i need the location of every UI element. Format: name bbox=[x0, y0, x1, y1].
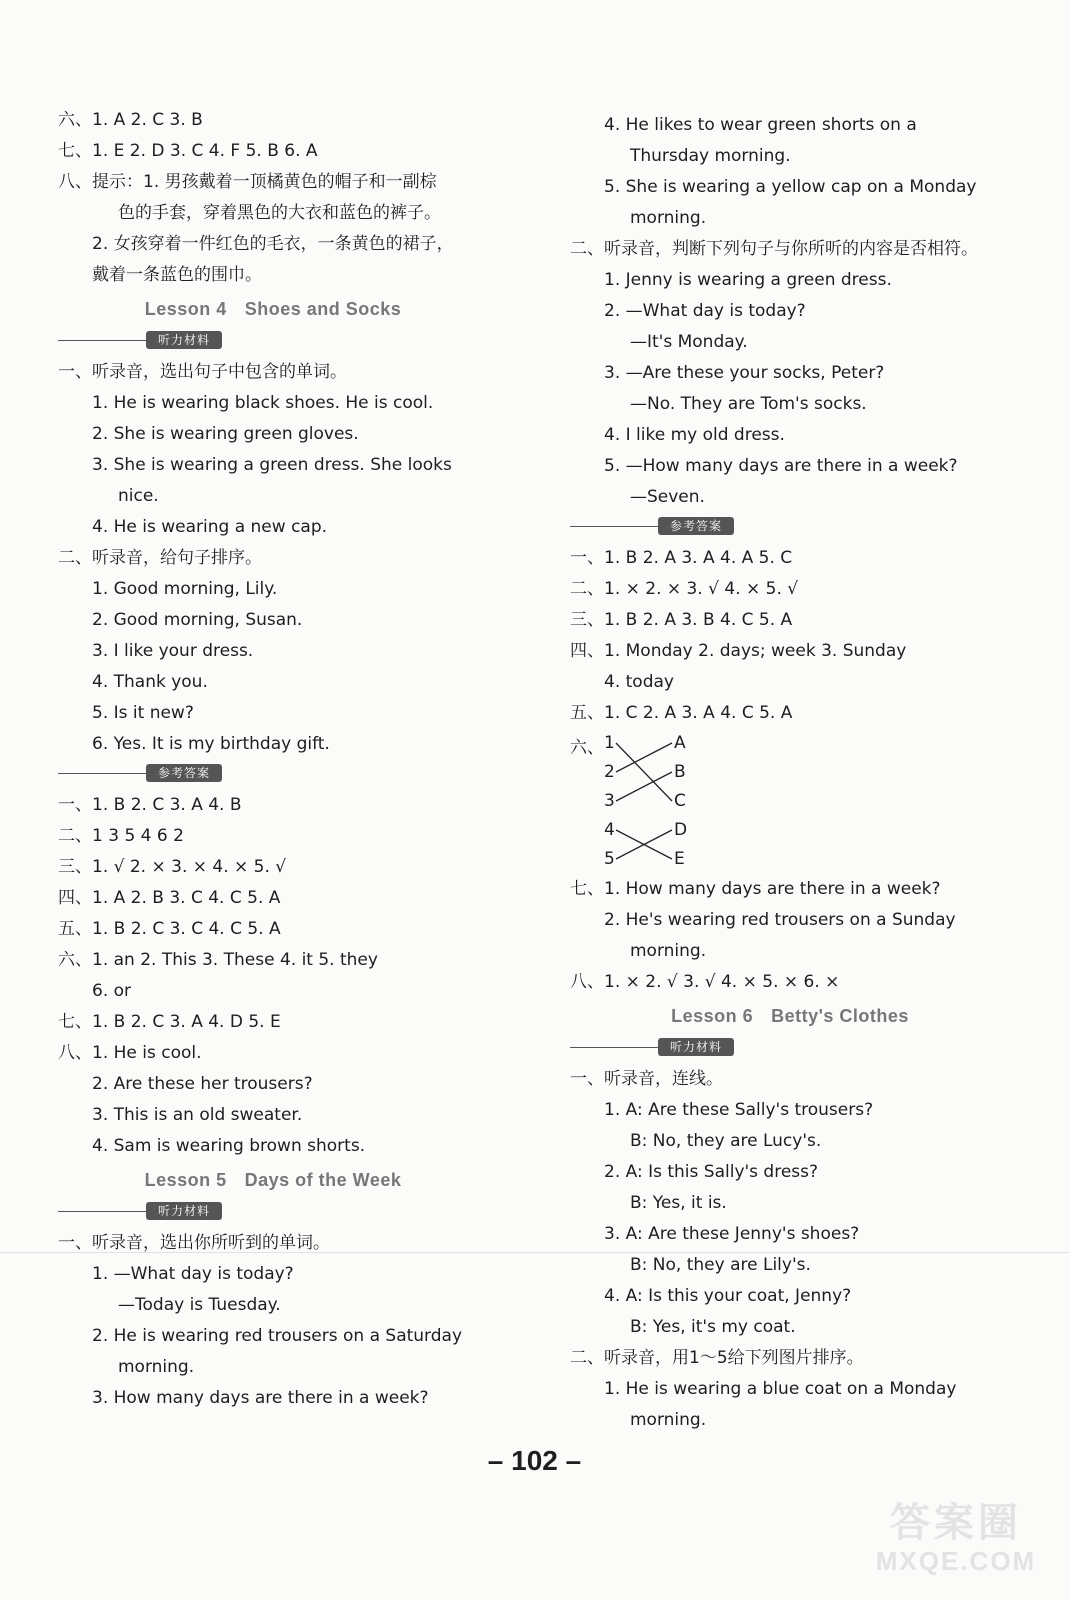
answer-line: 戴着一条蓝色的围巾。 bbox=[92, 265, 262, 285]
script-line: 2. She is wearing green gloves. bbox=[92, 424, 359, 444]
script-line: —Today is Tuesday. bbox=[118, 1295, 281, 1315]
lesson-heading bbox=[570, 998, 1010, 1034]
match-left-5: 5 bbox=[604, 849, 615, 869]
answer-line: 七、1. How many days are there in a week? bbox=[570, 879, 941, 899]
script-line: —Seven. bbox=[630, 487, 705, 507]
section-banner bbox=[58, 329, 488, 353]
script-line: 4. He is wearing a new cap. bbox=[92, 517, 328, 537]
matching-answer bbox=[570, 729, 1010, 874]
lesson-number: Lesson 4 bbox=[144, 299, 227, 319]
watermark-url: MXQE.COM bbox=[875, 1546, 1037, 1576]
answer-line: 2. He's wearing red trousers on a Sunday bbox=[604, 910, 956, 930]
answer-line: 二、1 3 5 4 6 2 bbox=[58, 826, 184, 846]
answer-line: 2. 女孩穿着一件红色的毛衣，一条黄色的裙子， bbox=[92, 234, 454, 254]
script-line: 2. He is wearing red trousers on a Saturday bbox=[92, 1326, 463, 1346]
match-left-1: 1 bbox=[604, 733, 615, 753]
answer-line: 三、1. √ 2. × 3. × 4. × 5. √ bbox=[58, 857, 287, 877]
question-heading: 一、听录音，选出你所听到的单词。 bbox=[58, 1233, 330, 1253]
script-line: 3. How many days are there in a week? bbox=[92, 1388, 429, 1408]
script-line: 4. He likes to wear green shorts on a bbox=[604, 115, 917, 135]
answer-line: 四、1. Monday 2. days; week 3. Sunday bbox=[570, 641, 907, 661]
script-line: 1. He is wearing black shoes. He is cool. bbox=[92, 393, 434, 413]
answer-line: 二、1. × 2. × 3. √ 4. × 5. √ bbox=[570, 579, 799, 599]
match-left-2: 2 bbox=[604, 762, 615, 782]
answer-line: morning. bbox=[630, 941, 707, 961]
answer-line: 2. Are these her trousers? bbox=[92, 1074, 313, 1094]
section-banner bbox=[58, 1200, 488, 1224]
answer-line: 五、1. B 2. C 3. C 4. C 5. A bbox=[58, 919, 281, 939]
left-column bbox=[58, 105, 488, 1414]
script-line: 4. A: Is this your coat, Jenny? bbox=[604, 1286, 852, 1306]
answer-line: 3. This is an old sweater. bbox=[92, 1105, 303, 1125]
match-line-2-a bbox=[616, 743, 672, 772]
answer-line: 八、1. He is cool. bbox=[58, 1043, 202, 1063]
answer-line: 七、1. E 2. D 3. C 4. F 5. B 6. A bbox=[58, 141, 318, 161]
match-prefix: 六、 bbox=[570, 738, 604, 758]
script-line: 6. Yes. It is my birthday gift. bbox=[92, 734, 330, 754]
match-right-e: E bbox=[674, 849, 685, 869]
answer-line: 六、1. A 2. C 3. B bbox=[58, 110, 203, 130]
lesson-number: Lesson 5 bbox=[144, 1170, 227, 1190]
lesson-title: Days of the Week bbox=[244, 1170, 402, 1190]
script-line: 2. Good morning, Susan. bbox=[92, 610, 303, 630]
answer-line: 一、1. B 2. A 3. A 4. A 5. C bbox=[570, 548, 793, 568]
answer-line: 4. Sam is wearing brown shorts. bbox=[92, 1136, 366, 1156]
banner-label: 参考答案 bbox=[146, 764, 222, 782]
answer-line: 七、1. B 2. C 3. A 4. D 5. E bbox=[58, 1012, 281, 1032]
script-line: B: Yes, it's my coat. bbox=[630, 1317, 796, 1337]
script-line: 5. She is wearing a yellow cap on a Monday bbox=[604, 177, 977, 197]
script-line: B: Yes, it is. bbox=[630, 1193, 727, 1213]
question-heading: 一、听录音，连线。 bbox=[570, 1069, 723, 1089]
script-line: 1. A: Are these Sally's trousers? bbox=[604, 1100, 874, 1120]
lesson-heading bbox=[58, 1162, 488, 1198]
answer-line: 一、1. B 2. C 3. A 4. B bbox=[58, 795, 242, 815]
script-line: —It's Monday. bbox=[630, 332, 748, 352]
banner-label: 听力材料 bbox=[146, 331, 222, 349]
lesson-title: Betty's Clothes bbox=[771, 1006, 909, 1026]
answer-line: 三、1. B 2. A 3. B 4. C 5. A bbox=[570, 610, 793, 630]
banner-label: 听力材料 bbox=[146, 1202, 222, 1220]
watermark-text: 答案圈 bbox=[890, 1501, 1022, 1545]
answer-line: 五、1. C 2. A 3. A 4. C 5. A bbox=[570, 703, 793, 723]
lesson-title: Shoes and Socks bbox=[244, 299, 402, 319]
match-left-4: 4 bbox=[604, 820, 615, 840]
section-banner bbox=[570, 515, 1010, 539]
answer-line: 八、1. × 2. √ 3. √ 4. × 5. × 6. × bbox=[570, 972, 840, 992]
match-right-a: A bbox=[674, 733, 686, 753]
script-line: morning. bbox=[630, 1410, 707, 1430]
script-line: nice. bbox=[118, 486, 159, 506]
match-lines bbox=[570, 729, 720, 874]
banner-label: 听力材料 bbox=[658, 1038, 734, 1056]
script-line: 5. —How many days are there in a week? bbox=[604, 456, 958, 476]
lesson-number: Lesson 6 bbox=[671, 1006, 754, 1026]
question-heading: 一、听录音，选出句子中包含的单词。 bbox=[58, 362, 347, 382]
section-banner bbox=[58, 762, 488, 786]
match-right-d: D bbox=[674, 820, 688, 840]
script-line: 1. Good morning, Lily. bbox=[92, 579, 278, 599]
match-right-c: C bbox=[674, 791, 686, 811]
script-line: 3. She is wearing a green dress. She looks bbox=[92, 455, 452, 475]
watermark-logo bbox=[861, 1500, 1051, 1580]
match-line-3-b bbox=[616, 772, 672, 801]
answer-line: 四、1. A 2. B 3. C 4. C 5. A bbox=[58, 888, 281, 908]
script-line: 3. I like your dress. bbox=[92, 641, 254, 661]
match-right-b: B bbox=[674, 762, 686, 782]
answer-line: 4. today bbox=[604, 672, 674, 692]
script-line: 5. Is it new? bbox=[92, 703, 194, 723]
script-line: 3. A: Are these Jenny's shoes? bbox=[604, 1224, 860, 1244]
question-heading: 二、听录音，判断下列句子与你所听的内容是否相符。 bbox=[570, 239, 978, 259]
match-line-1-c bbox=[616, 743, 672, 801]
right-column bbox=[570, 110, 1010, 1436]
section-banner bbox=[570, 1036, 1010, 1060]
script-line: 4. Thank you. bbox=[92, 672, 208, 692]
banner-label: 参考答案 bbox=[658, 517, 734, 535]
script-line: B: No, they are Lucy's. bbox=[630, 1131, 822, 1151]
match-left-3: 3 bbox=[604, 791, 615, 811]
script-line: 2. A: Is this Sally's dress? bbox=[604, 1162, 819, 1182]
page-number: – 102 – bbox=[487, 1445, 582, 1476]
script-line: 1. —What day is today? bbox=[92, 1264, 294, 1284]
script-line: —No. They are Tom's socks. bbox=[630, 394, 867, 414]
answer-line: 八、提示：1. 男孩戴着一顶橘黄色的帽子和一副棕 bbox=[58, 172, 437, 192]
script-line: morning. bbox=[630, 208, 707, 228]
script-line: 2. —What day is today? bbox=[604, 301, 806, 321]
script-line: 1. Jenny is wearing a green dress. bbox=[604, 270, 892, 290]
answer-line: 色的手套，穿着黑色的大衣和蓝色的裤子。 bbox=[118, 203, 441, 223]
answer-line: 6. or bbox=[92, 981, 132, 1001]
script-line: 1. He is wearing a blue coat on a Monday bbox=[604, 1379, 957, 1399]
script-line: B: No, they are Lily's. bbox=[630, 1255, 811, 1275]
question-heading: 二、听录音，给句子排序。 bbox=[58, 548, 262, 568]
question-heading: 二、听录音，用1～5给下列图片排序。 bbox=[570, 1348, 864, 1368]
script-line: 3. —Are these your socks, Peter? bbox=[604, 363, 885, 383]
script-line: morning. bbox=[118, 1357, 195, 1377]
answer-line: 六、1. an 2. This 3. These 4. it 5. they bbox=[58, 950, 378, 970]
script-line: Thursday morning. bbox=[630, 146, 791, 166]
lesson-heading bbox=[58, 291, 488, 327]
script-line: 4. I like my old dress. bbox=[604, 425, 785, 445]
